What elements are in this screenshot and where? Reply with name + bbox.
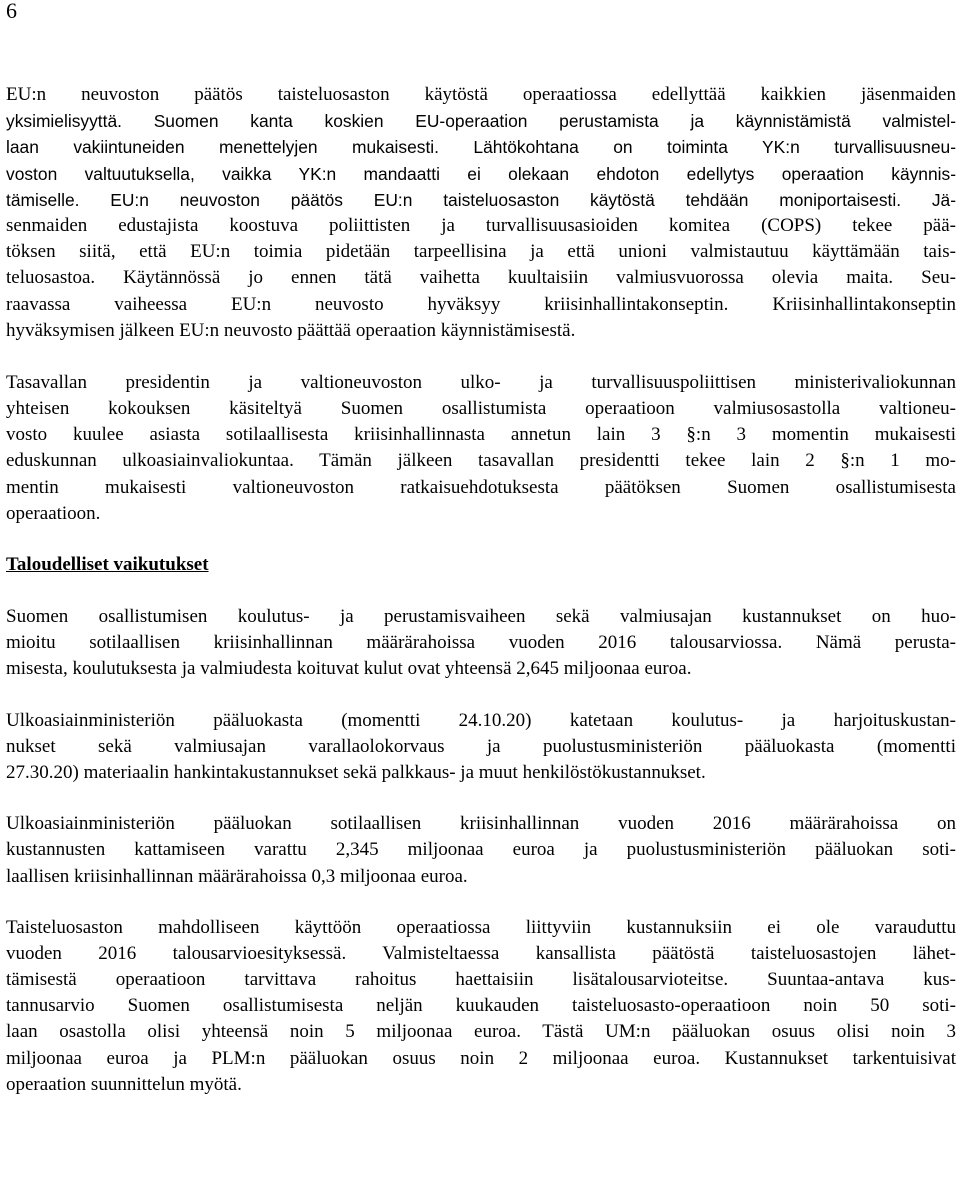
text-line: tämiselle. EU:n neuvoston päätös EU:n taisteluosaston käytöstä tehdään moniportaisesti. Jä-: [6, 189, 956, 210]
text-line: mioitu sotilaallisen kriisinhallinnan määrärahoissa vuoden 2016 talousarviossa. Nämä perusta-: [6, 632, 956, 654]
document-body: [6, 82, 956, 1123]
text-line: mentin mukaisesti valtioneuvoston ratkaisuehdotuksesta päätöksen Suomen osallistumisesta: [6, 476, 956, 498]
paragraph-deployment-costs: [6, 915, 956, 1098]
paragraph-presidential-decision: [6, 370, 956, 527]
section-heading: Taloudelliset vaikutukset: [6, 554, 209, 575]
text-line: senmaiden edustajista koostuva poliittisten ja turvallisuusasioiden komitea (COPS) tekee pää-: [6, 214, 956, 236]
page-number: 6: [6, 0, 17, 23]
text-line: tämisestä operaatioon tarvittava rahoitus haettaisiin lisätalousarvioteitse. Suuntaa-antava kus-: [6, 969, 956, 991]
text-line: kustannusten kattamiseen varattu 2,345 miljoonaa euroa ja puolustusministeriön pääluokan soti-: [6, 839, 956, 861]
text-line: operaatioon.: [6, 502, 101, 524]
text-line: yksimielisyyttä. Suomen kanta koskien EU-operaation perustamista ja käynnistämistä valmistel-: [6, 111, 956, 132]
paragraph-training-costs: [6, 604, 956, 683]
text-line: Tasavallan presidentin ja valtioneuvoston ulko- ja turvallisuuspoliittisen ministerivaliokunnan: [6, 371, 956, 393]
text-line: Suomen osallistumisen koulutus- ja perustamisvaiheen sekä valmiusajan kustannukset on huo-: [6, 606, 956, 627]
text-line: 27.30.20) materiaalin hankintakustannukset sekä palkkaus- ja muut henkilöstökustannukset.: [6, 761, 706, 783]
text-line: laan osastolla olisi yhteensä noin 5 miljoonaa euroa. Tästä UM:n pääluokan osuus olisi noin 3: [6, 1021, 956, 1043]
text-line: töksen siitä, että EU:n toimia pidetään tarpeellisina ja että unioni valmistautuu käyttämään tais-: [6, 241, 956, 263]
text-line: yhteisen kokouksen käsiteltyä Suomen osallistumista operaatioon valmiusosastolla valtioneu-: [6, 398, 956, 420]
text-line: laallisen kriisinhallinnan määrärahoissa 0,3 miljoonaa euroa.: [6, 865, 468, 887]
text-line: nukset sekä valmiusajan varallaolokorvaus ja puolustusministeriön pääluokasta (momentti: [6, 735, 956, 757]
text-line: hyväksymisen jälkeen EU:n neuvosto päättää operaation käynnistämisestä.: [6, 319, 576, 341]
text-line: teluosastoa. Käytännössä jo ennen tätä vaihetta kuultaisiin valmiusvuorossa olevia maita. Seu-: [6, 267, 956, 289]
paragraph-ministry-coverage: [6, 708, 956, 787]
text-line: operaation suunnittelun myötä.: [6, 1073, 242, 1095]
text-line: EU:n neuvoston päätös taisteluosaston käytöstä operaatiossa edellyttää kaikkien jäsenmaiden: [6, 84, 956, 105]
text-line: tannusarvio Suomen osallistumisesta neljän kuukauden taisteluosasto-operaatioon noin 50 soti-: [6, 995, 956, 1017]
text-line: vosto kuulee asiasta sotilaallisesta kriisinhallinnasta annetun lain 3 §:n 3 momentin mukaisesti: [6, 424, 956, 446]
text-line: misesta, koulutuksesta ja valmiudesta koituvat kulut ovat yhteensä 2,645 miljoonaa euroa.: [6, 658, 692, 680]
paragraph-appropriations: [6, 811, 956, 890]
paragraph-eu-council-decision: [6, 82, 956, 344]
text-line: miljoonaa euroa ja PLM:n pääluokan osuus noin 2 miljoonaa euroa. Kustannukset tarkentuisivat: [6, 1047, 956, 1069]
text-line: laan vakiintuneiden menettelyjen mukaisesti. Lähtökohtana on toiminta YK:n turvallisuusneu-: [6, 137, 956, 158]
text-line: raavassa vaiheessa EU:n neuvosto hyväksyy kriisinhallintakonseptin. Kriisinhallintakonseptin: [6, 293, 956, 315]
text-line: vuoden 2016 talousarvioesityksessä. Valmisteltaessa kansallista päätöstä taisteluosastojen lähet-: [6, 942, 956, 964]
text-line: Ulkoasiainministeriön pääluokasta (momentti 24.10.20) katetaan koulutus- ja harjoituskustan-: [6, 709, 956, 731]
text-line: Ulkoasiainministeriön pääluokan sotilaallisen kriisinhallinnan vuoden 2016 määrärahoissa on: [6, 813, 956, 835]
text-line: Taisteluosaston mahdolliseen käyttöön operaatiossa liittyviin kustannuksiin ei ole varauduttu: [6, 916, 956, 938]
text-line: eduskunnan ulkoasiainvaliokuntaa. Tämän jälkeen tasavallan presidentti tekee lain 2 §:n 1 mo-: [6, 450, 956, 472]
text-line: voston valtuutuksella, vaikka YK:n mandaatti ei olekaan ehdoton edellytys operaation käynnis-: [6, 163, 956, 184]
